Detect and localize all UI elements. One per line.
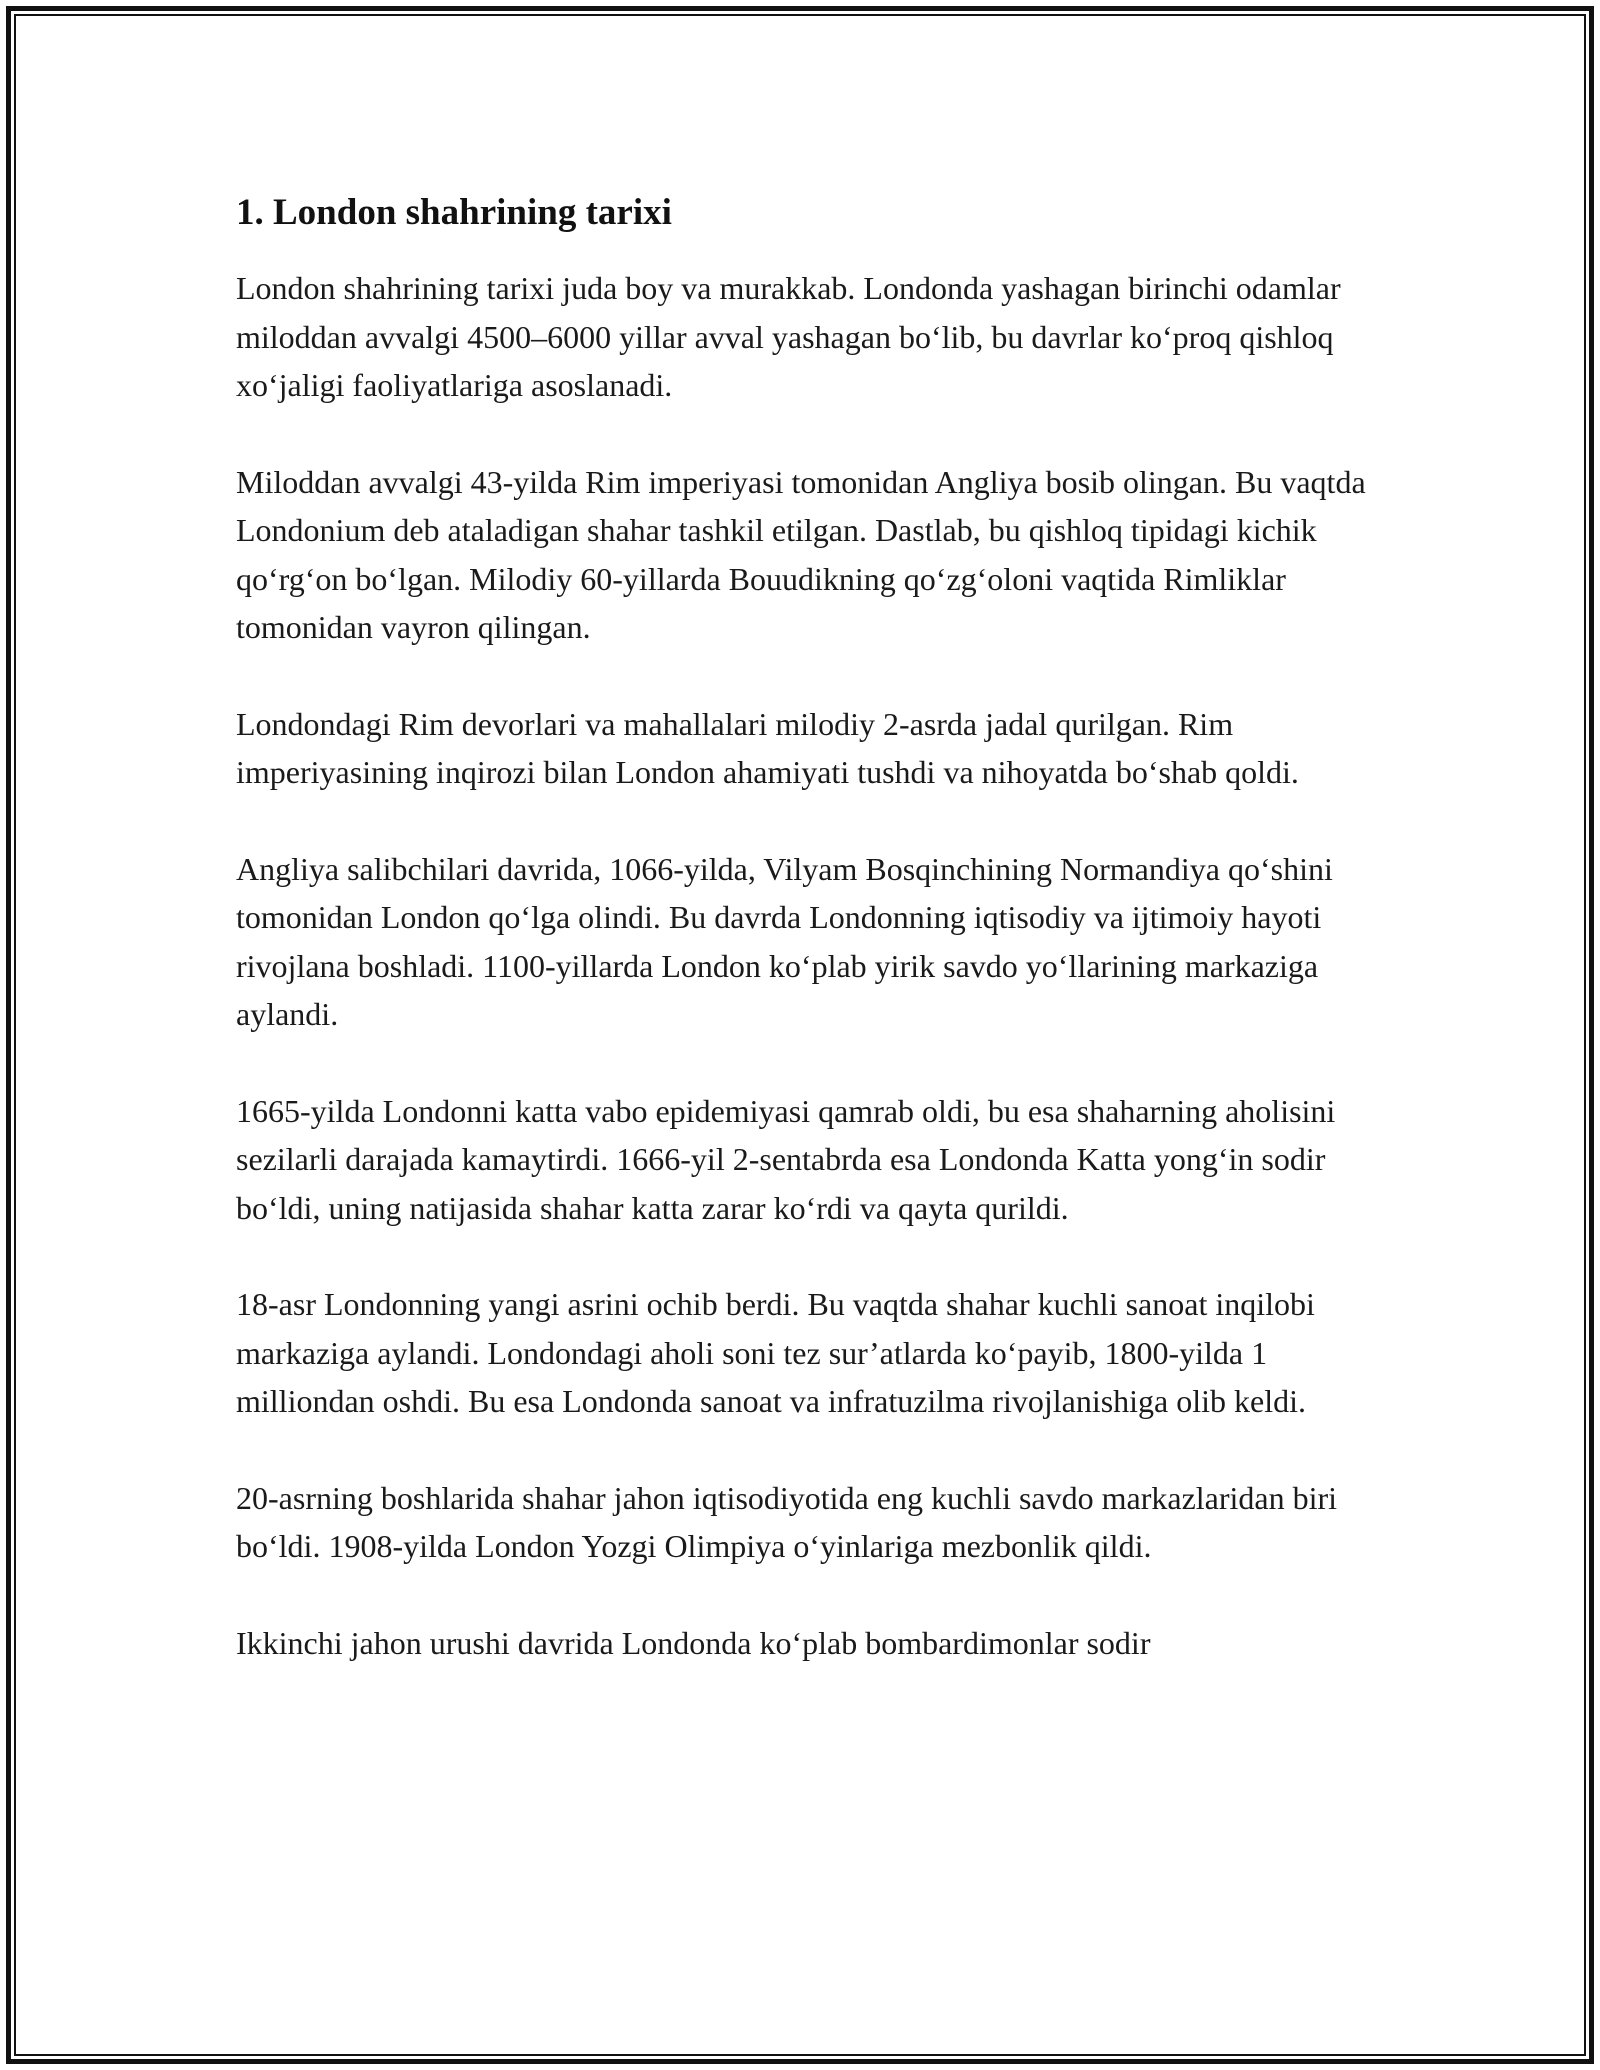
paragraph-3: Londondagi Rim devorlari va mahallalari milodiy 2-asrda jadal qurilgan. Rim imperiyasining inqirozi bilan London ahamiyati tushdi va nihoyatda bo‘shab qoldi. (236, 705, 1299, 790)
paragraph-6: 18-asr Londonning yangi asrini ochib berdi. Bu vaqtda shahar kuchli sanoat inqilobi markaziga aylandi. Londondagi aholi soni tez sur’atlarda ko‘payib, 1800-yilda 1 milliondan oshdi. Bu esa Londonda sanoat va infratuzilma rivojlanishiga olib keldi. (236, 1286, 1315, 1419)
paragraph-1: London shahrining tarixi juda boy va murakkab. Londonda yashagan birinchi odamlar miloddan avvalgi 4500–6000 yillar avval yashagan bo‘lib, bu davrlar ko‘proq qishloq xo‘jaligi faoliyatlariga asoslanadi. (236, 270, 1341, 403)
document-body (236, 186, 1376, 1667)
paragraph-7: 20-asrning boshlarida shahar jahon iqtisodiyotida eng kuchli savdo markazlaridan biri bo‘ldi. 1908-yilda London Yozgi Olimpiya o‘yinlariga mezbonlik qildi. (236, 1479, 1338, 1564)
paragraph-5: 1665-yilda Londonni katta vabo epidemiyasi qamrab oldi, bu esa shaharning aholisini sezilarli darajada kamaytirdi. 1666-yil 2-sentabrda esa Londonda Katta yong‘in sodir bo‘ldi, uning natijasida shahar katta zarar ko‘rdi va qayta qurildi. (236, 1092, 1336, 1226)
paragraph-8: Ikkinchi jahon urushi davrida Londonda ko‘plab bombardimonlar sodir (236, 1624, 1151, 1661)
paragraph-2: Miloddan avvalgi 43-yilda Rim imperiyasi tomonidan Angliya bosib olingan. Bu vaqtda Londonium deb ataladigan shahar tashkil etilgan. Dastlab, bu qishloq tipidagi kichik qo‘rg‘on bo‘lgan. Milodiy 60-yillarda Bouudikning qo‘zg‘oloni vaqtida Rimliklar tomonidan vayron qilingan. (236, 463, 1366, 645)
section-heading: 1. London shahrining tarixi (236, 192, 672, 233)
paragraph-4: Angliya salibchilari davrida, 1066-yilda, Vilyam Bosqinchining Normandiya qo‘shini tomonidan London qo‘lga olindi. Bu davrda Londonning iqtisodiy va ijtimoiy hayoti rivojlana boshladi. 1100-yillarda London ko‘plab yirik savdo yo‘llarining markaziga aylandi. (236, 850, 1333, 1032)
